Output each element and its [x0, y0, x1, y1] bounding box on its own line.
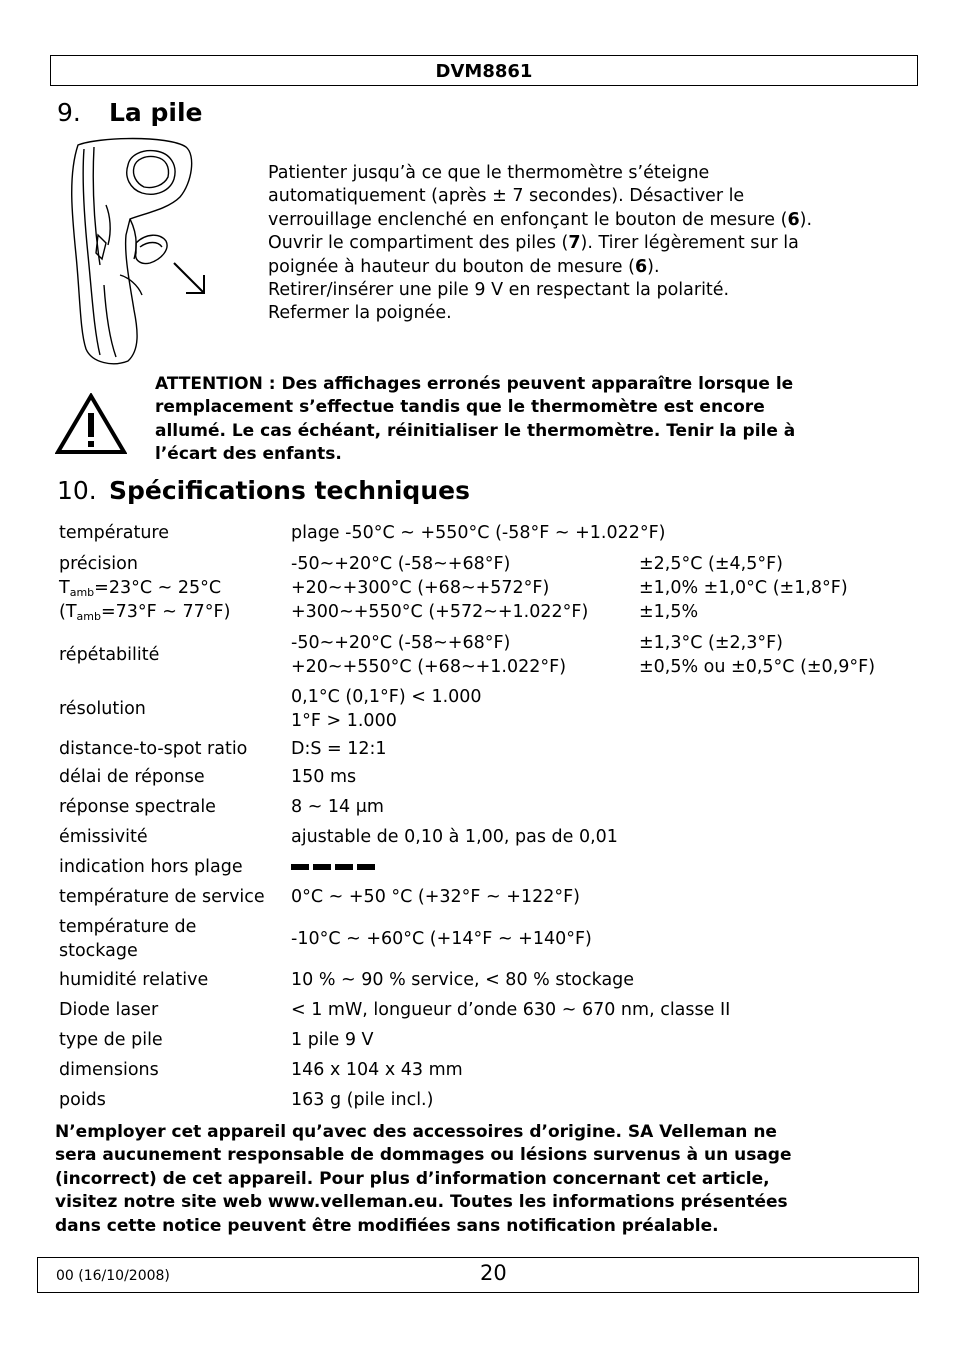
table-row: distance-to-spot ratio D:S = 12:1 [59, 738, 387, 759]
four-dashes-display-icon [291, 862, 379, 872]
header-model: DVM8861 [50, 55, 918, 86]
table-row: délai de réponse 150 ms [59, 767, 357, 787]
instruction-line: poignée à hauteur du bouton de mesure (6). [268, 256, 660, 277]
footer [37, 1257, 919, 1293]
section-title: La pile [109, 98, 203, 127]
attention-warning: ATTENTION : Des affichages erronés peuvent apparaître lorsque le remplacement s’effectue tandis que le thermomètre est encore allumé. Le cas échéant, réinitialiser le thermomètre. Tenir la pile à l’écart des enfants. [155, 374, 796, 465]
instruction-line: Patienter jusqu’à ce que le thermomètre s’éteigne [268, 163, 710, 183]
warning-triangle-icon [55, 393, 127, 455]
instruction-line: Refermer la poignée. [268, 303, 452, 324]
closing-disclaimer: N’employer cet appareil qu’avec des accessoires d’origine. SA Velleman ne sera aucunement responsable de dommages ou lésions survenus à un usage (incorrect) de cet appareil. Pour plus d’information concernant cet article, visitez notre site web www.velleman.eu. Toutes les informations présentées dans cette notice peuvent être modifiées sans notification préalable. [55, 1122, 792, 1236]
table-row: répétabilité -50~+20°C (-58~+68°F) +20~+550°C (+68~+1.022°F) ±1,3°C (±2,3°F) ±0,5% ou ±0,5°C (±0,9°F) [59, 633, 876, 677]
thermometer-battery-illustration [58, 135, 218, 370]
section-9-heading [57, 98, 203, 127]
table-row: humidité relative 10 % ~ 90 % service, < 80 % stockage [59, 970, 635, 990]
footer-version: 00 (16/10/2008) [56, 1268, 170, 1284]
instruction-line: automatiquement (après ± 7 secondes). Désactiver le [268, 186, 745, 207]
section-number: 10. [57, 476, 97, 505]
specifications-table [55, 518, 879, 1115]
table-row: réponse spectrale 8 ~ 14 μm [59, 797, 384, 817]
table-row: dimensions 146 x 104 x 43 mm [59, 1060, 463, 1080]
section-title: Spécifications techniques [109, 476, 470, 505]
table-row: précision $T_{amb}=23^\circ C$ ~ 25°C ($T_{amb}=73^\circ F$ ~ 77°F) -50~+20°C (-58~+68°F) +20~+300°C (+68~+572°F) +300~+550°C (+572~+1.022°F) ±2,5°C (±4,5°F) ±1,0% ±1,0°C (±1,8°F) ±1,5% [59, 554, 848, 623]
table-row: type de pile 1 pile 9 V [59, 1030, 374, 1050]
page-number: 20 [480, 1261, 507, 1285]
instruction-line: verrouillage enclenché en enfonçant le bouton de mesure (6). [268, 209, 813, 230]
table-row: température de stockage -10°C ~ +60°C (+14°F ~ +140°F) [59, 916, 592, 961]
table-row: résolution 0,1°C (0,1°F) < 1.000 1°F > 1.000 [59, 686, 482, 731]
section-10-heading [57, 476, 470, 505]
table-row: température de service 0°C ~ +50 °C (+32°F ~ +122°F) [59, 887, 580, 907]
table-row: poids 163 g (pile incl.) [59, 1090, 434, 1110]
section-number: 9. [57, 98, 81, 127]
table-row: Diode laser < 1 mW, longueur d’onde 630 ~ 670 nm, classe II [59, 1000, 731, 1020]
table-row: température plage -50°C ~ +550°C (-58°F ~ +1.022°F) [59, 523, 666, 543]
table-row: indication hors plage [55, 852, 879, 882]
instruction-line: Retirer/insérer une pile 9 V en respectant la polarité. [268, 280, 730, 301]
section-9-instructions [268, 162, 898, 326]
instruction-line: Ouvrir le compartiment des piles (7). Tirer légèrement sur la [268, 233, 799, 254]
table-row: émissivité ajustable de 0,10 à 1,00, pas de 0,01 [59, 827, 618, 847]
